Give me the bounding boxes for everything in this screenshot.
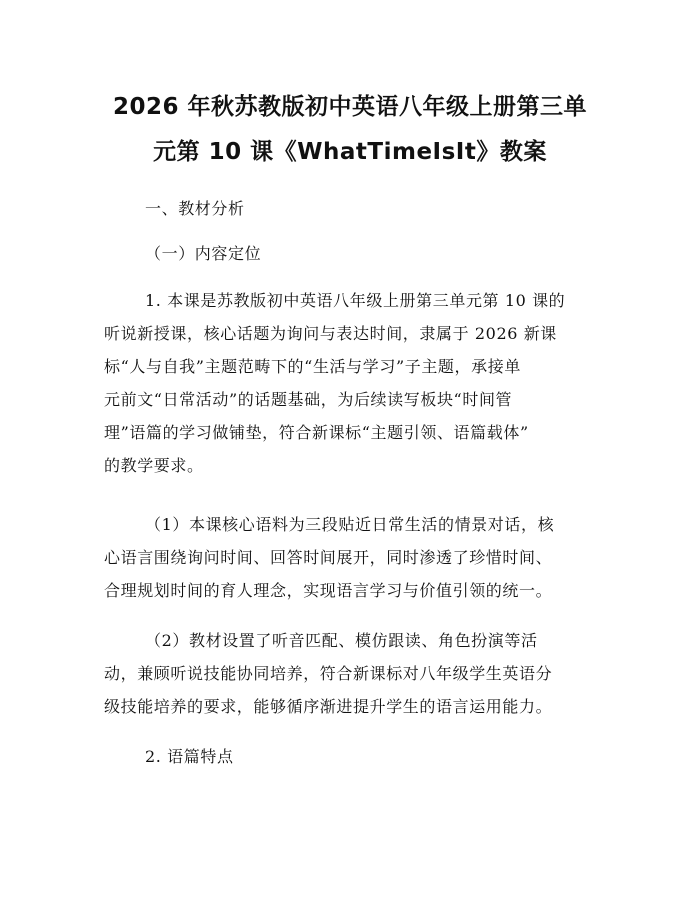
document-title-line-2: 元第 10 课《WhatTimeIsIt》教案: [153, 139, 547, 165]
paragraph-1-line: 的教学要求。: [104, 456, 204, 475]
paragraph-3-line: 级技能培养的要求，能够循序渐进提升学生的语言运用能力。: [104, 697, 553, 716]
paragraph-1-line: 理”语篇的学习做铺垫，符合新课标“主题引领、语篇载体”: [104, 423, 529, 442]
item-heading-discourse-features: 2. 语篇特点: [145, 747, 234, 766]
section-heading-materials-analysis: 一、教材分析: [145, 199, 245, 218]
paragraph-3-line: （2）教材设置了听音匹配、模仿跟读、角色扮演等活: [145, 631, 538, 650]
paragraph-2-line: 心语言围绕询问时间、回答时间展开，同时渗透了珍惜时间、: [104, 548, 553, 567]
subsection-heading-content-positioning: （一）内容定位: [145, 244, 262, 263]
paragraph-2-line: （1）本课核心语料为三段贴近日常生活的情景对话，核: [145, 515, 555, 534]
paragraph-1-line: 1. 本课是苏教版初中英语八年级上册第三单元第 10 课的: [145, 291, 566, 310]
paragraph-3-line: 动，兼顾听说技能协同培养，符合新课标对八年级学生英语分: [104, 664, 553, 683]
paragraph-2-line: 合理规划时间的育人理念，实现语言学习与价值引领的统一。: [104, 581, 553, 600]
paragraph-1-line: 标“人与自我”主题范畴下的“生活与学习”子主题，承接单: [104, 357, 521, 376]
paragraph-1-line: 听说新授课，核心话题为询问与表达时间，隶属于 2026 新课: [104, 324, 557, 343]
document-title-line-1: 2026 年秋苏教版初中英语八年级上册第三单: [112, 94, 588, 120]
paragraph-1-line: 元前文“日常活动”的话题基础，为后续读写板块“时间管: [104, 390, 513, 409]
